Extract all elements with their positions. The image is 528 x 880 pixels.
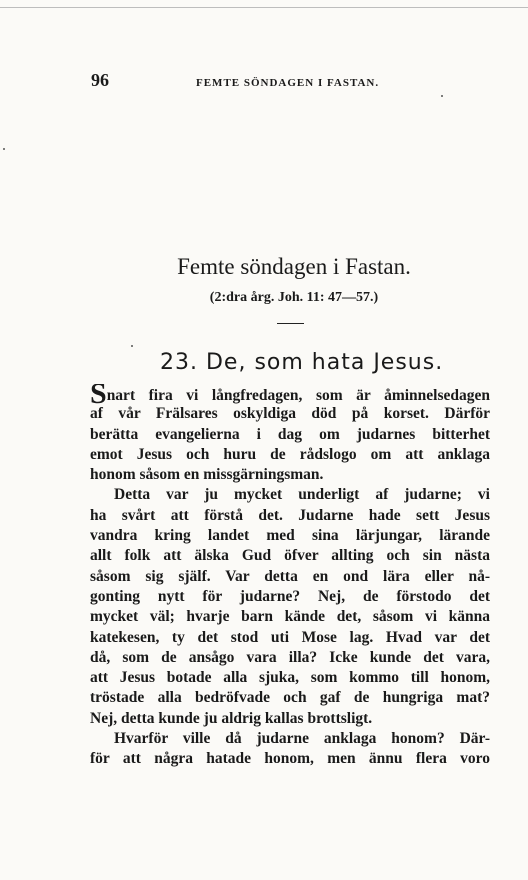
text-line: Detta var ju mycket underligt af judarne; vi	[114, 486, 490, 504]
text-line: tröstade alla bedröfvade och gaf de hungriga mat?	[90, 689, 490, 707]
text-line: berätta evangelierna i dag om judarnes bitterhet	[90, 425, 490, 443]
text-line: honom såsom en missgärningsman.	[90, 466, 324, 484]
scripture-reference: (2:dra årg. Joh. 11: 47—57.)	[209, 290, 379, 305]
text-line: ha svårt att förstå det. Judarne hade sett Jesus	[90, 506, 490, 524]
drop-cap: S	[90, 384, 107, 405]
text-line: att Jesus botade alla sjuka, som kommo till honom,	[90, 669, 490, 687]
sermon-heading: 23. De, som hata Jesus.	[160, 350, 444, 375]
text-line: vandra kring landet med sina lärjungar, lärande	[90, 527, 490, 545]
text-line: gonting nytt för judarne? Nej, de förstodo det	[90, 587, 490, 605]
print-speck	[441, 95, 443, 97]
text-line-content: nart fira vi långfredagen, som är åminnelsedagen	[106, 387, 490, 404]
running-header: FEMTE SÖNDAGEN I FASTAN.	[196, 77, 380, 89]
text-line: mycket väl; hvarje barn kände det, såsom vi känna	[90, 608, 490, 626]
text-line: såsom sig själf. Var detta en ond lära eller nå-	[90, 567, 490, 585]
text-line: allt folk att älska Gud öfver allting och sin nästa	[90, 547, 490, 565]
print-speck	[3, 148, 5, 150]
body-text	[90, 384, 490, 770]
text-line: emot Jesus och huru de rådslogo om att anklaga	[90, 445, 490, 463]
page-number: 96	[91, 70, 109, 90]
text-line	[90, 384, 490, 404]
text-line: Hvarför ville då judarne anklaga honom? Där-	[114, 730, 490, 748]
page-top-edge	[0, 0, 528, 8]
text-line: Nej, detta kunde ju aldrig kallas brottsligt.	[90, 709, 373, 727]
print-speck	[131, 345, 133, 347]
title-divider	[277, 323, 304, 324]
text-line: katekesen, ty det stod uti Mose lag. Hvad var det	[90, 628, 490, 646]
text-line: då, som de ansågo vara illa? Icke kunde det vara,	[90, 648, 490, 666]
section-title: Femte söndagen i Fastan.	[177, 254, 411, 279]
text-line: för att några hatade honom, men ännu flera voro	[90, 750, 490, 768]
text-line: af vår Frälsares oskyldiga död på korset. Därför	[90, 405, 490, 423]
